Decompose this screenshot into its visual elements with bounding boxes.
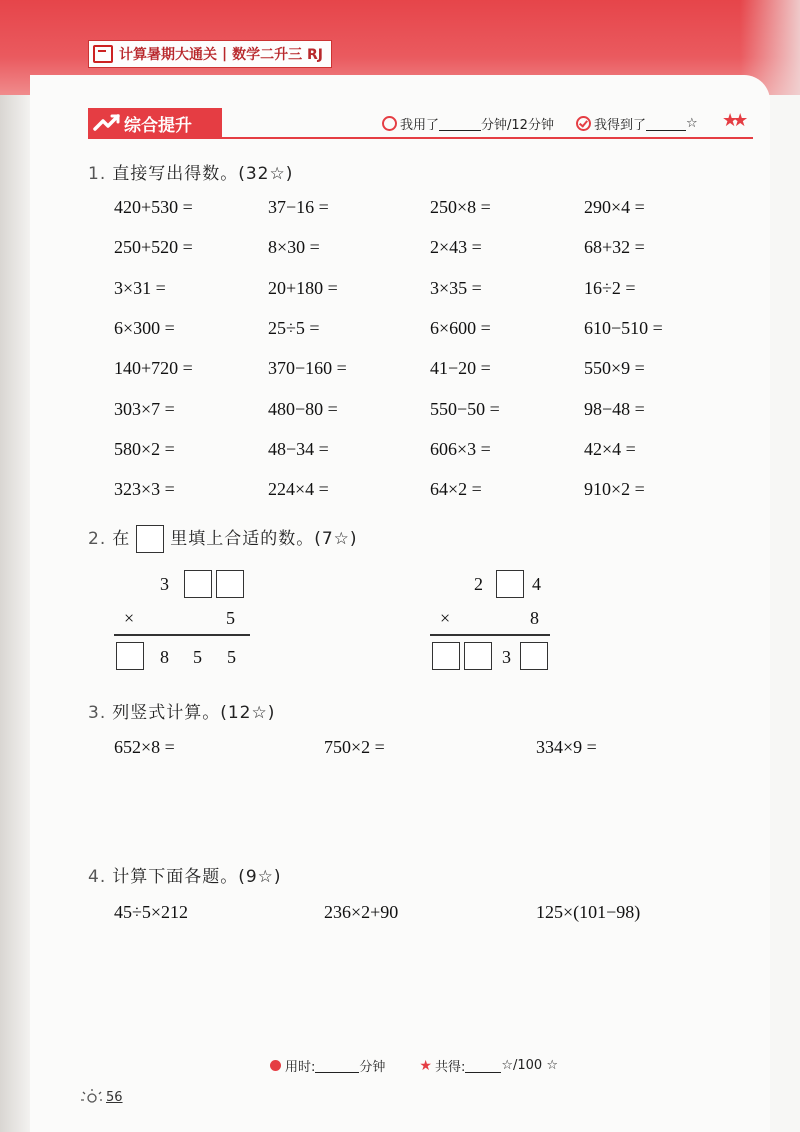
book-header (88, 40, 332, 68)
q1-item-r4-c4: 610−510 = (584, 318, 663, 338)
q1-item-r2-c4: 68+32 = (584, 237, 645, 257)
used-label: 我用了 (400, 118, 440, 133)
footer-time-label: 用时: (285, 1060, 316, 1075)
used-unit: 分钟/12分钟 (481, 118, 554, 133)
v2-underline (430, 634, 550, 636)
book-subtitle: 数学二升三 RJ (232, 47, 323, 63)
check-icon (576, 116, 591, 131)
page-number-area (80, 1088, 123, 1106)
q1-item-r4-c1: 6×300 = (114, 318, 175, 338)
q1-item-r6-c2: 480−80 = (268, 399, 338, 419)
v1-answer-box-1[interactable] (184, 570, 212, 598)
q1-item-r4-c2: 25÷5 = (268, 318, 320, 338)
page-binding-shadow (0, 0, 30, 1132)
q1-item-r8-c4: 910×2 = (584, 479, 645, 499)
q1-item-r6-c3: 550−50 = (430, 399, 500, 419)
example-box (136, 525, 164, 553)
clock-icon (382, 116, 397, 131)
used-time-blank[interactable] (439, 116, 481, 131)
q3-item-1: 652×8 = (114, 737, 175, 757)
v2-answer-box-4[interactable] (520, 642, 548, 670)
q1-item-r3-c4: 16÷2 = (584, 278, 636, 298)
q1-item-r2-c1: 250+520 = (114, 237, 193, 257)
footer-total-blank[interactable] (465, 1058, 501, 1073)
footer-time-unit: 分钟 (359, 1060, 386, 1075)
q1-item-r8-c1: 323×3 = (114, 479, 175, 499)
q1-item-r1-c1: 420+530 = (114, 197, 193, 217)
book-title: 计算暑期大通关 (119, 47, 217, 63)
got-score-blank[interactable] (646, 116, 686, 131)
header-separator: | (222, 46, 228, 62)
v1-top-digit: 3 (160, 574, 169, 594)
q1-item-r6-c1: 303×7 = (114, 399, 175, 419)
q4-title: 4. 计算下面各题。(9☆) (88, 867, 282, 887)
section-divider (88, 137, 753, 139)
v1-multiplier: 5 (226, 608, 235, 628)
footer-total-label: 共得: (434, 1060, 466, 1075)
q1-item-r7-c2: 48−34 = (268, 439, 329, 459)
q1-item-r1-c2: 37−16 = (268, 197, 329, 217)
v2-times-sign: × (440, 608, 451, 628)
time-score-tracker (382, 114, 698, 133)
q1-item-r5-c1: 140+720 = (114, 358, 193, 378)
paper-sheet (30, 75, 770, 1132)
q1-item-r7-c3: 606×3 = (430, 439, 491, 459)
q3-item-3: 334×9 = (536, 737, 597, 757)
v2-answer-box-1[interactable] (496, 570, 524, 598)
footer-tracker (270, 1056, 558, 1075)
alarm-clock-icon (270, 1060, 281, 1071)
q1-item-r5-c2: 370−160 = (268, 358, 347, 378)
v2-top-digit-1: 2 (474, 574, 483, 594)
section-tab (88, 108, 222, 138)
q1-title: 1. 直接写出得数。(32☆) (88, 164, 294, 184)
q1-item-r3-c3: 3×35 = (430, 278, 482, 298)
got-label: 我得到了 (593, 118, 646, 133)
sun-swirl-icon (80, 1088, 102, 1106)
v2-answer-box-2[interactable] (432, 642, 460, 670)
q4-item-2: 236×2+90 (324, 902, 399, 922)
q4-item-3: 125×(101−98) (536, 902, 641, 922)
book-icon (93, 45, 113, 63)
got-unit: ☆ (685, 116, 698, 131)
q4-item-1: 45÷5×212 (114, 902, 189, 922)
footer-time-blank[interactable] (315, 1058, 359, 1073)
star-icon: ★ (419, 1057, 432, 1074)
q1-item-r5-c4: 550×9 = (584, 358, 645, 378)
q3-title: 3. 列竖式计算。(12☆) (88, 703, 276, 723)
q1-item-r8-c2: 224×4 = (268, 479, 329, 499)
v1-result-digit-2: 5 (193, 647, 202, 667)
v1-answer-box-2[interactable] (216, 570, 244, 598)
q1-item-r4-c3: 6×600 = (430, 318, 491, 338)
q1-item-r5-c3: 41−20 = (430, 358, 491, 378)
v2-top-digit-3: 4 (532, 574, 541, 594)
v1-underline (114, 634, 250, 636)
q1-item-r8-c3: 64×2 = (430, 479, 482, 499)
page-number: 56 (106, 1089, 123, 1105)
v1-result-digit-3: 5 (227, 647, 236, 667)
v1-answer-box-3[interactable] (116, 642, 144, 670)
v2-result-digit: 3 (502, 647, 511, 667)
q1-item-r1-c4: 290×4 = (584, 197, 645, 217)
v2-answer-box-3[interactable] (464, 642, 492, 670)
q1-item-r3-c2: 20+180 = (268, 278, 338, 298)
footer-total-unit: ☆/100 ☆ (501, 1058, 558, 1073)
q1-item-r7-c4: 42×4 = (584, 439, 636, 459)
trend-up-icon (92, 112, 122, 134)
q1-item-r7-c1: 580×2 = (114, 439, 175, 459)
v1-times-sign: × (124, 608, 135, 628)
v2-multiplier: 8 (530, 608, 539, 628)
q1-item-r2-c2: 8×30 = (268, 237, 320, 257)
q1-item-r6-c4: 98−48 = (584, 399, 645, 419)
star-cluster-icon: ★★ (722, 110, 743, 131)
q1-item-r3-c1: 3×31 = (114, 278, 166, 298)
section-title: 综合提升 (124, 115, 192, 136)
q3-item-2: 750×2 = (324, 737, 385, 757)
v1-result-digit-1: 8 (160, 647, 169, 667)
q1-item-r1-c3: 250×8 = (430, 197, 491, 217)
q1-item-r2-c3: 2×43 = (430, 237, 482, 257)
q2-title: 2. 在 里填上合适的数。(7☆) (88, 524, 358, 553)
